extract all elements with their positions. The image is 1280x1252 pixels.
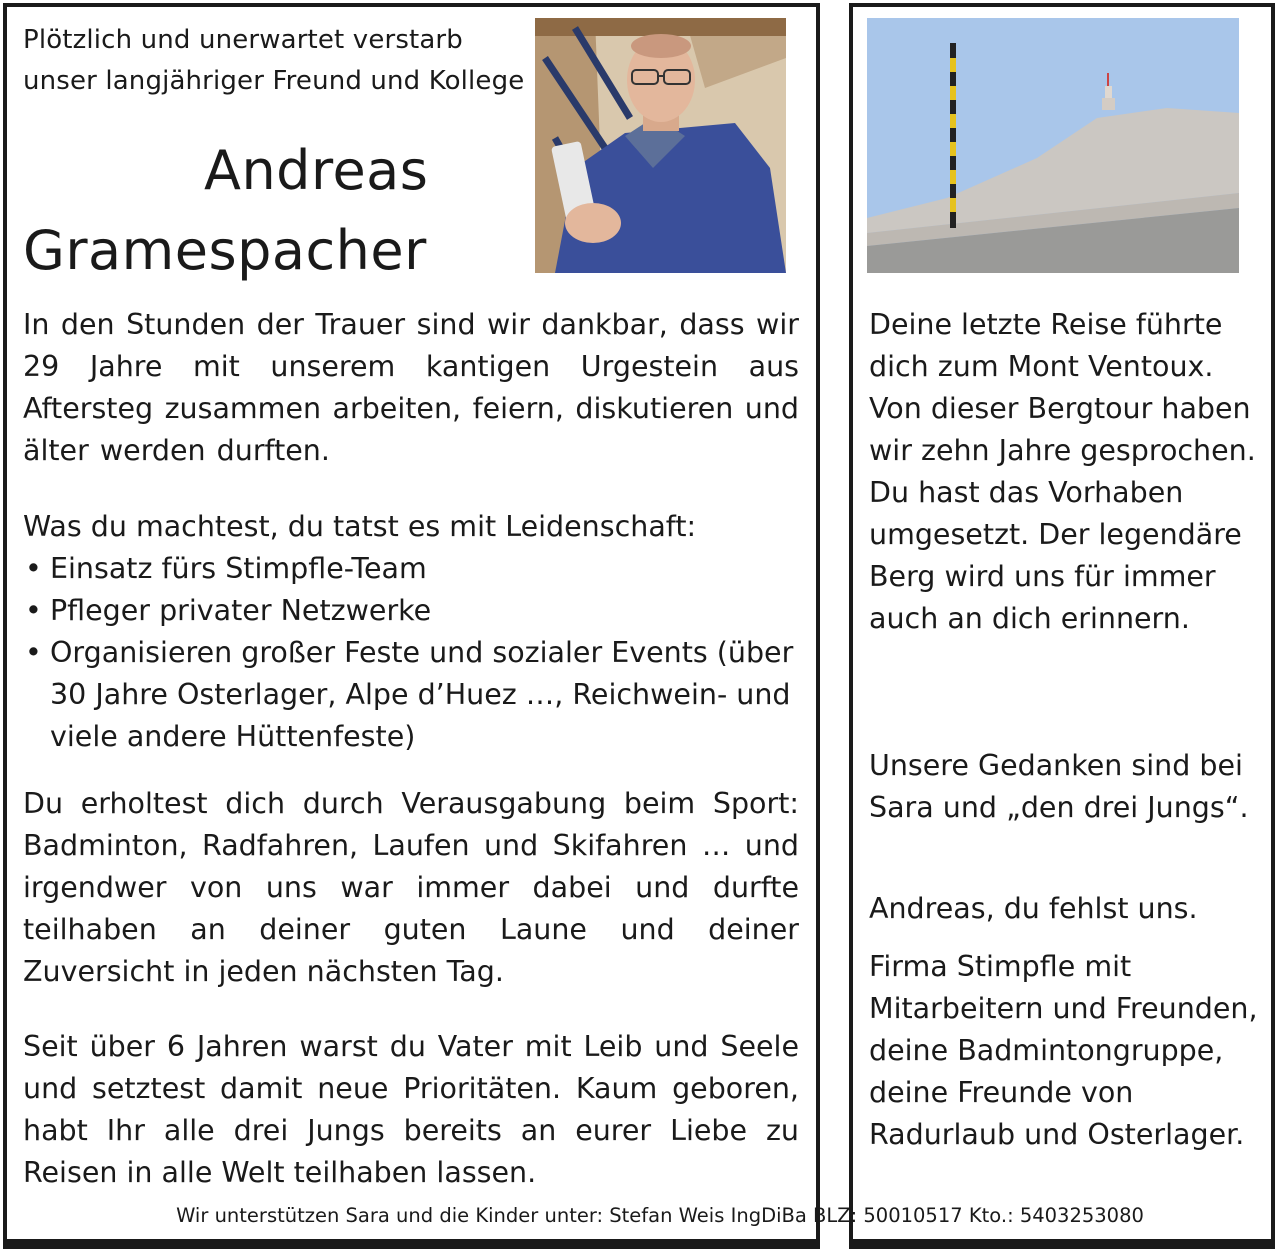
list-item: • Pfleger privater Netzwerke [23, 590, 813, 632]
passion-list [23, 548, 813, 758]
right-paragraph-3: Andreas, du fehlst uns. [869, 892, 1198, 925]
left-paragraph-2: Was du machtest, du tatst es mit Leidenschaft: [23, 510, 697, 543]
left-paragraph-4: Seit über 6 Jahren warst du Vater mit Leib und Seele und setztest damit neue Prioritäten. Kaum geboren, habt Ihr alle drei Jungs bereits an eurer Liebe zu Reisen in alle Welt teilhaben lassen. [23, 1030, 799, 1189]
bottom-frame-border [3, 1239, 1275, 1249]
list-item: • Einsatz fürs Stimpfle-Team [23, 548, 813, 590]
deceased-first-name: Andreas [204, 139, 429, 202]
list-item: • Organisieren großer Feste und sozialer Events (über 30 Jahre Osterlager, Alpe d’Huez …, Reichwein- und viele andere Hüttenfeste) [23, 632, 813, 758]
left-paragraph-1: In den Stunden der Trauer sind wir dankbar, dass wir 29 Jahre mit unserem kantigen Urgestein aus Aftersteg zusammen arbeiten, feiern, diskutieren und älter werden durften. [23, 308, 799, 467]
right-paragraph-2: Unsere Gedanken sind bei Sara und „den drei Jungs“. [869, 749, 1249, 824]
right-paragraph-1: Deine letzte Reise führte dich zum Mont Ventoux. Von dieser Bergtour haben wir zehn Jahre gesprochen. Du hast das Vorhaben umgesetzt. Der legendäre Berg wird uns für immer auch an dich erinnern. [869, 308, 1256, 635]
intro-text: Plötzlich und unerwartet verstarb unser langjähriger Freund und Kollege [23, 25, 525, 96]
right-paragraph-4: Firma Stimpfle mit Mitarbeitern und Freunden, deine Badmintongruppe, deine Freunde von Radurlaub und Osterlager. [869, 950, 1258, 1151]
donation-footer: Wir unterstützen Sara und die Kinder unter: Stefan Weis IngDiBa BLZ: 50010517 Kto.: 5403253080 [176, 1204, 1144, 1227]
mont-ventoux-photo [867, 18, 1239, 273]
left-paragraph-3: Du erholtest dich durch Verausgabung beim Sport: Badminton, Radfahren, Laufen und Skifahren … und irgendwer von uns war immer dabei und durfte teilhaben an deiner guten Laune und deiner Zuversicht in jeden nächsten Tag. [23, 787, 799, 988]
portrait-photo [535, 18, 786, 273]
deceased-last-name: Gramespacher [23, 219, 427, 282]
